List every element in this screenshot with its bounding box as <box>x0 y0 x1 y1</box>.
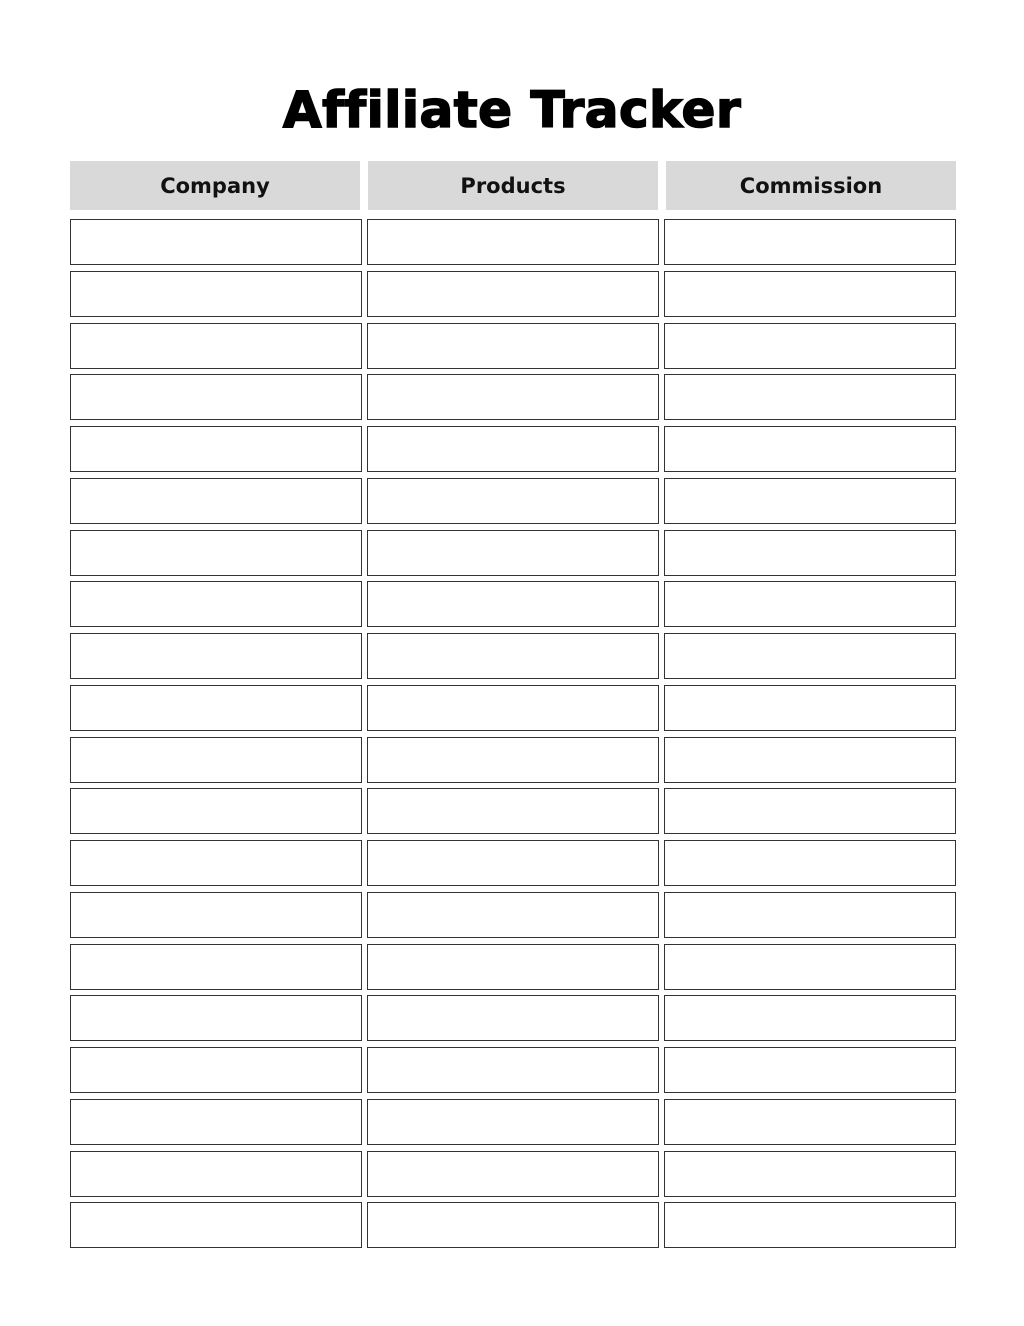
commission-entry-cell[interactable] <box>664 530 956 576</box>
company-entry-cell[interactable] <box>70 737 362 783</box>
table-row <box>70 323 956 369</box>
company-entry-cell[interactable] <box>70 271 362 317</box>
table-row <box>70 1151 956 1197</box>
company-entry-cell[interactable] <box>70 1151 362 1197</box>
company-entry-cell[interactable] <box>70 788 362 834</box>
company-entry-cell[interactable] <box>70 995 362 1041</box>
products-entry-cell[interactable] <box>367 323 659 369</box>
company-entry-cell[interactable] <box>70 892 362 938</box>
table-row <box>70 737 956 783</box>
table-row <box>70 374 956 420</box>
commission-entry-cell[interactable] <box>664 1202 956 1248</box>
company-entry-cell[interactable] <box>70 633 362 679</box>
commission-entry-cell[interactable] <box>664 323 956 369</box>
products-entry-cell[interactable] <box>367 633 659 679</box>
table-row <box>70 1047 956 1093</box>
commission-entry-cell[interactable] <box>664 581 956 627</box>
company-entry-cell[interactable] <box>70 374 362 420</box>
company-entry-cell[interactable] <box>70 426 362 472</box>
commission-entry-cell[interactable] <box>664 737 956 783</box>
table-row <box>70 685 956 731</box>
table-row <box>70 1099 956 1145</box>
table-row <box>70 633 956 679</box>
commission-entry-cell[interactable] <box>664 788 956 834</box>
products-entry-cell[interactable] <box>367 1099 659 1145</box>
company-entry-cell[interactable] <box>70 685 362 731</box>
products-entry-cell[interactable] <box>367 530 659 576</box>
table-row <box>70 944 956 990</box>
company-entry-cell[interactable] <box>70 1099 362 1145</box>
products-entry-cell[interactable] <box>367 737 659 783</box>
commission-entry-cell[interactable] <box>664 271 956 317</box>
products-entry-cell[interactable] <box>367 1151 659 1197</box>
table-row <box>70 426 956 472</box>
products-entry-cell[interactable] <box>367 478 659 524</box>
commission-entry-cell[interactable] <box>664 892 956 938</box>
table-row <box>70 1202 956 1248</box>
commission-entry-cell[interactable] <box>664 478 956 524</box>
company-entry-cell[interactable] <box>70 478 362 524</box>
company-entry-cell[interactable] <box>70 840 362 886</box>
table-row <box>70 840 956 886</box>
commission-entry-cell[interactable] <box>664 219 956 265</box>
table-row <box>70 788 956 834</box>
table-row <box>70 892 956 938</box>
commission-entry-cell[interactable] <box>664 1047 956 1093</box>
products-entry-cell[interactable] <box>367 581 659 627</box>
products-entry-cell[interactable] <box>367 271 659 317</box>
table-row <box>70 581 956 627</box>
column-header-products: Products <box>368 161 658 210</box>
company-entry-cell[interactable] <box>70 1047 362 1093</box>
table-row <box>70 995 956 1041</box>
commission-entry-cell[interactable] <box>664 426 956 472</box>
commission-entry-cell[interactable] <box>664 374 956 420</box>
products-entry-cell[interactable] <box>367 685 659 731</box>
commission-entry-cell[interactable] <box>664 995 956 1041</box>
commission-entry-cell[interactable] <box>664 685 956 731</box>
column-header-company: Company <box>70 161 360 210</box>
products-entry-cell[interactable] <box>367 374 659 420</box>
table-row <box>70 478 956 524</box>
products-entry-cell[interactable] <box>367 892 659 938</box>
products-entry-cell[interactable] <box>367 426 659 472</box>
commission-entry-cell[interactable] <box>664 1151 956 1197</box>
company-entry-cell[interactable] <box>70 581 362 627</box>
company-entry-cell[interactable] <box>70 944 362 990</box>
products-entry-cell[interactable] <box>367 995 659 1041</box>
products-entry-cell[interactable] <box>367 1047 659 1093</box>
products-entry-cell[interactable] <box>367 219 659 265</box>
products-entry-cell[interactable] <box>367 1202 659 1248</box>
table-header-row <box>70 161 956 210</box>
table-row <box>70 271 956 317</box>
products-entry-cell[interactable] <box>367 788 659 834</box>
products-entry-cell[interactable] <box>367 840 659 886</box>
column-header-commission: Commission <box>666 161 956 210</box>
table-row <box>70 530 956 576</box>
table-row <box>70 219 956 265</box>
company-entry-cell[interactable] <box>70 219 362 265</box>
commission-entry-cell[interactable] <box>664 1099 956 1145</box>
commission-entry-cell[interactable] <box>664 944 956 990</box>
tracker-table-body <box>70 219 956 1254</box>
company-entry-cell[interactable] <box>70 1202 362 1248</box>
company-entry-cell[interactable] <box>70 323 362 369</box>
company-entry-cell[interactable] <box>70 530 362 576</box>
page-title: Affiliate Tracker <box>282 81 742 139</box>
products-entry-cell[interactable] <box>367 944 659 990</box>
commission-entry-cell[interactable] <box>664 633 956 679</box>
commission-entry-cell[interactable] <box>664 840 956 886</box>
